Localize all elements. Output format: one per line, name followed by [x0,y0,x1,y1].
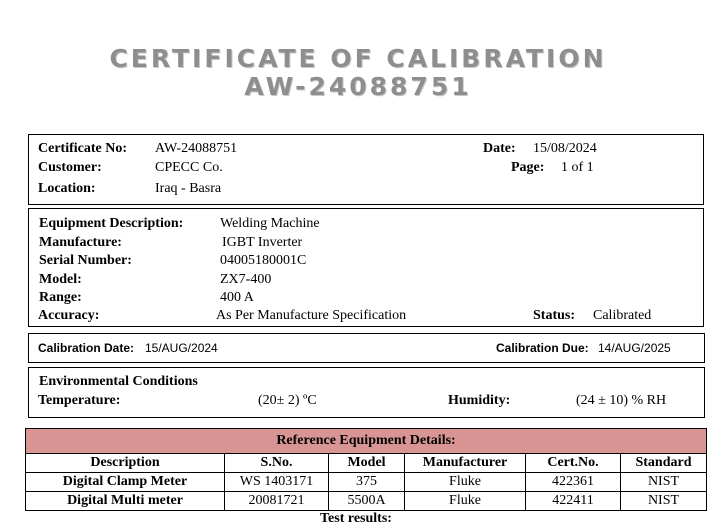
test-results-label: Test results: [320,511,392,526]
cell-serial: 20081721 [225,492,329,511]
equipment-box [28,208,704,327]
cell-serial: WS 1403171 [225,473,329,492]
column-header-serial: S.No. [225,454,329,473]
reference-equipment-table [25,428,707,511]
cell-manufacturer: Fluke [405,492,526,511]
status-label: Status: [533,308,576,323]
cell-description: Digital Clamp Meter [26,473,225,492]
range-label: Range: [39,290,82,305]
page-value: 1 of 1 [561,160,594,175]
cell-manufacturer: Fluke [405,473,526,492]
customer-value: CPECC Co. [155,160,223,175]
certificate-title: CERTIFICATE OF CALIBRATION [109,44,607,73]
manufacture-label: Manufacture: [39,235,122,250]
calibration-due-value: 14/AUG/2025 [598,341,671,355]
cell-cert-no: 422411 [526,492,621,511]
accuracy-value: As Per Manufacture Specification [216,308,407,323]
range-value: 400 A [220,290,254,305]
calibration-dates-box [28,333,705,363]
certificate-info-box [28,134,704,205]
certificate-no-label: Certificate No: [38,141,128,156]
table-row [26,492,707,511]
model-label: Model: [39,272,82,287]
cell-description: Digital Multi meter [26,492,225,511]
table-header-row [26,454,707,473]
manufacture-value: IGBT Inverter [222,235,303,250]
serial-number-value: 04005180001C [220,253,307,268]
customer-label: Customer: [38,160,102,175]
calibration-date-value: 15/AUG/2024 [145,341,218,355]
column-header-cert-no: Cert.No. [526,454,621,473]
certificate-no-value: AW-24088751 [155,141,238,156]
calibration-date-label: Calibration Date: [38,341,135,355]
temperature-label: Temperature: [38,393,121,408]
cell-cert-no: 422361 [526,473,621,492]
calibration-due-label: Calibration Due: [496,341,589,355]
equipment-description-label: Equipment Description: [39,216,184,231]
reference-equipment-heading: Reference Equipment Details: [26,429,707,454]
column-header-standard: Standard [621,454,707,473]
cell-standard: NIST [621,492,707,511]
date-value: 15/08/2024 [533,141,597,156]
column-header-model: Model [329,454,405,473]
cell-standard: NIST [621,473,707,492]
temperature-value: (20± 2) ºC [258,393,317,408]
model-value: ZX7-400 [220,272,272,287]
date-label: Date: [483,141,516,156]
equipment-description-value: Welding Machine [220,216,320,231]
cell-model: 375 [329,473,405,492]
table-row [26,473,707,492]
cell-model: 5500A [329,492,405,511]
column-header-description: Description [26,454,225,473]
serial-number-label: Serial Number: [39,253,132,268]
accuracy-label: Accuracy: [38,308,100,323]
column-header-manufacturer: Manufacturer [405,454,526,473]
environment-heading: Environmental Conditions [39,374,198,389]
environment-box [28,367,705,418]
humidity-label: Humidity: [448,393,511,408]
certificate-number-title: AW-24088751 [244,72,472,101]
page-label: Page: [511,160,545,175]
status-value: Calibrated [593,308,652,323]
humidity-value: (24 ± 10) % RH [576,393,667,408]
location-label: Location: [38,181,96,196]
location-value: Iraq - Basra [155,181,222,196]
